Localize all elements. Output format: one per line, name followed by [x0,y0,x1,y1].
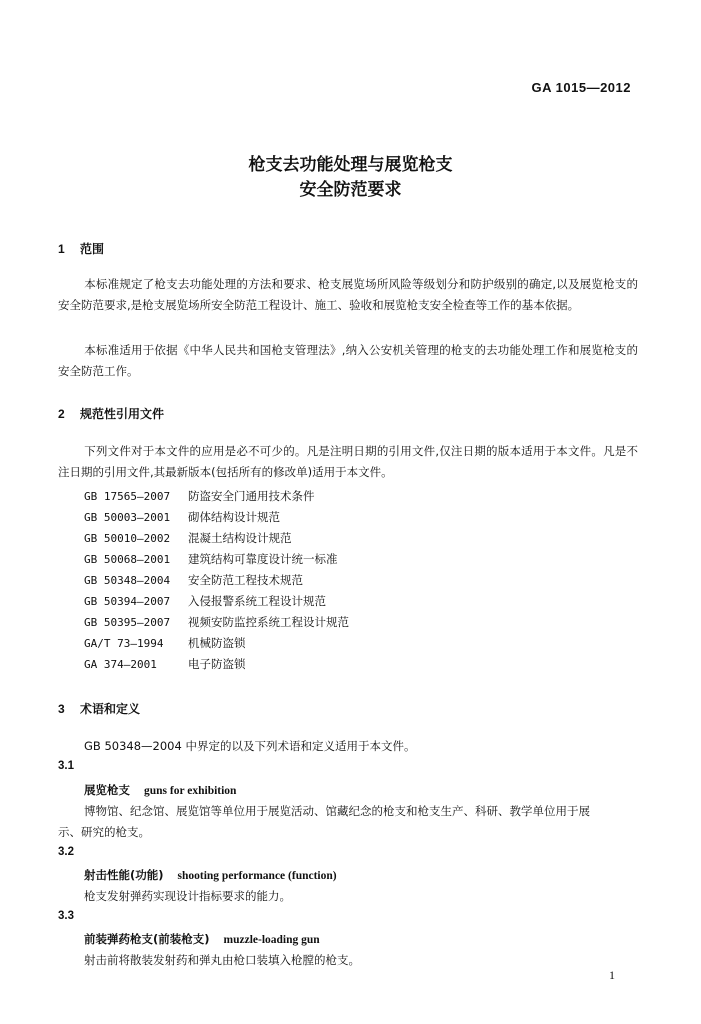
section-heading-normative-references [58,405,164,422]
paragraph-text: 下列文件对于本文件的应用是必不可少的。凡是注明日期的引用文件,仅注日期的版本适用于本文件。凡是不注日期的引用文件,其最新版本(包括所有的修改单)适用于本文件。 [58,444,638,479]
reference-code: GB 50010—2002 [84,532,171,545]
terms-intro-paragraph: GB 50348—2004 中界定的以及下列术语和定义适用于本文件。 [84,739,416,753]
term-number: 3.3 [58,910,74,922]
reference-title: 防盗安全门通用技术条件 [188,489,315,503]
reference-title: 机械防盗锁 [188,636,246,650]
section-title: 规范性引用文件 [80,407,165,421]
reference-title: 视频安防监控系统工程设计规范 [188,615,349,629]
scope-paragraph-2 [58,340,638,382]
references-intro-paragraph [58,441,638,483]
term-zh: 射击性能(功能) [84,868,164,882]
reference-code: GB 50348—2004 [84,574,171,587]
section-heading-terms [58,700,140,717]
paragraph-text: 本标准适用于依据《中华人民共和国枪支管理法》,纳入公安机关管理的枪支的去功能处理工作和展览枪支的安全防范工作。 [58,343,638,378]
term-entry [84,867,337,883]
reference-code: GB 50395—2007 [84,616,171,629]
reference-item [84,530,292,546]
paragraph-text: 本标准规定了枪支去功能处理的方法和要求、枪支展览场所风险等级划分和防护级别的确定,以及展览枪支的安全防范要求,是枪支展览场所安全防范工程设计、施工、验收和展览枪支安全检查等工作的基本依据。 [58,277,638,312]
term-number: 3.1 [58,760,74,772]
section-title: 范围 [80,242,105,256]
reference-item [84,614,349,630]
document-title-line2: 安全防范要求 [299,180,402,200]
term-zh: 前装弹药枪支(前装枪支) [84,932,210,946]
term-definition: 博物馆、纪念馆、展览馆等单位用于展览活动、馆藏纪念的枪支和枪支生产、科研、教学单位用于展 [84,804,590,818]
reference-item [84,635,246,651]
reference-item [84,551,338,567]
section-number: 1 [58,242,65,256]
reference-item [84,593,326,609]
reference-item [84,509,280,525]
term-definition: 射击前将散装发射药和弹丸由枪口装填入枪膛的枪支。 [84,953,360,967]
document-title-line1: 枪支去功能处理与展览枪支 [248,155,453,175]
reference-title: 建筑结构可靠度设计统一标准 [188,552,338,566]
reference-code: GB 50394—2007 [84,595,171,608]
term-entry [84,931,320,947]
reference-title: 电子防盗锁 [188,657,246,671]
reference-item [84,572,303,588]
reference-item [84,488,315,504]
reference-code: GA 374—2001 [84,658,157,671]
reference-code: GB 17565—2007 [84,490,171,503]
reference-code: GB 50003—2001 [84,511,171,524]
section-title: 术语和定义 [80,702,141,716]
scope-paragraph-1 [58,274,638,316]
term-entry [84,782,236,798]
term-en: shooting performance (function) [177,870,337,882]
term-definition: 枪支发射弹药实现设计指标要求的能力。 [84,889,291,903]
term-en: muzzle-loading gun [223,934,320,946]
term-zh: 展览枪支 [84,783,130,797]
section-number: 2 [58,407,65,421]
section-number: 3 [58,702,65,716]
section-heading-scope [58,240,104,257]
reference-item [84,656,246,672]
page-number: 1 [609,968,615,982]
term-number: 3.2 [58,846,74,858]
term-en: guns for exhibition [144,785,237,797]
document-code: GA 1015—2012 [531,80,631,95]
reference-title: 入侵报警系统工程设计规范 [188,594,326,608]
reference-title: 砌体结构设计规范 [188,510,280,524]
reference-code: GA/T 73—1994 [84,637,164,650]
reference-title: 混凝土结构设计规范 [188,531,292,545]
reference-code: GB 50068—2001 [84,553,171,566]
reference-title: 安全防范工程技术规范 [188,573,303,587]
term-definition: 示、研究的枪支。 [58,825,150,839]
